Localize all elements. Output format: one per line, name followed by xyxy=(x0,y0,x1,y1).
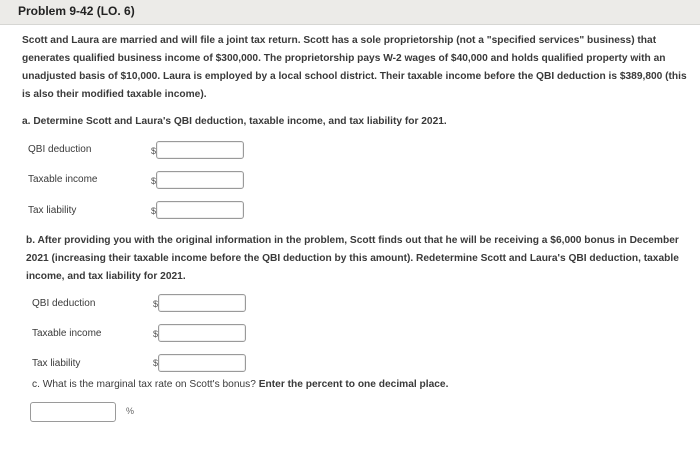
problem-title: Problem 9-42 (LO. 6) xyxy=(18,4,135,18)
part-b-tax-liability-input[interactable] xyxy=(158,354,246,372)
problem-description: Scott and Laura are married and will file a joint tax return. Scott has a sole proprietorship (not a "specified services" business) that generates qualified business income of $300,000. The proprietorship pays W-2 wages of $40,000 and holds qualified property with an unadjusted basis of $10,000. Laura is employed by a local school district. Their taxable income before the QBI deduction is $389,800 (this is also their modified taxable income). xyxy=(22,35,687,100)
part-b-prompt-text: b. After providing you with the original information in the problem, Scott finds out that he will be receiving a $6,000 bonus in December 2021 (increasing their taxable income before the QBI deduction by this amount). Redetermine Scott and Laura's QBI deduction, taxable income, and tax liability for 2021. xyxy=(26,235,679,282)
part-c-question: c. What is the marginal tax rate on Scott's bonus? xyxy=(32,379,256,390)
part-a-tax-liability-label: Tax liability xyxy=(28,205,77,216)
part-c-instruction: Enter the percent to one decimal place. xyxy=(258,379,449,390)
part-b-prompt xyxy=(26,232,690,286)
part-c-marginal-rate-input[interactable] xyxy=(30,402,116,422)
part-b-qbi-currency: $ xyxy=(153,299,159,309)
part-b-tax-liability-label: Tax liability xyxy=(32,358,81,369)
part-c-percent-unit: % xyxy=(126,406,135,416)
part-b-taxable-income-input[interactable] xyxy=(158,324,246,342)
part-a-taxable-income-currency: $ xyxy=(151,176,157,186)
part-c-prompt xyxy=(32,376,692,394)
part-a-qbi-currency: $ xyxy=(151,146,157,156)
part-a-tax-liability-currency: $ xyxy=(151,206,157,216)
part-b-tax-liability-currency: $ xyxy=(153,358,159,368)
part-b-qbi-label: QBI deduction xyxy=(32,298,96,309)
part-a-qbi-input[interactable] xyxy=(156,141,244,159)
part-a-taxable-income-label: Taxable income xyxy=(28,174,98,185)
part-a-taxable-income-input[interactable] xyxy=(156,171,244,189)
part-b-taxable-income-label: Taxable income xyxy=(32,328,102,339)
problem-header xyxy=(0,0,700,25)
part-b-taxable-income-currency: $ xyxy=(153,329,159,339)
part-a-prompt: a. Determine Scott and Laura's QBI deduction, taxable income, and tax liability for 2021. xyxy=(22,116,447,127)
part-a-qbi-label: QBI deduction xyxy=(28,144,92,155)
part-a-tax-liability-input[interactable] xyxy=(156,201,244,219)
part-b-qbi-input[interactable] xyxy=(158,294,246,312)
